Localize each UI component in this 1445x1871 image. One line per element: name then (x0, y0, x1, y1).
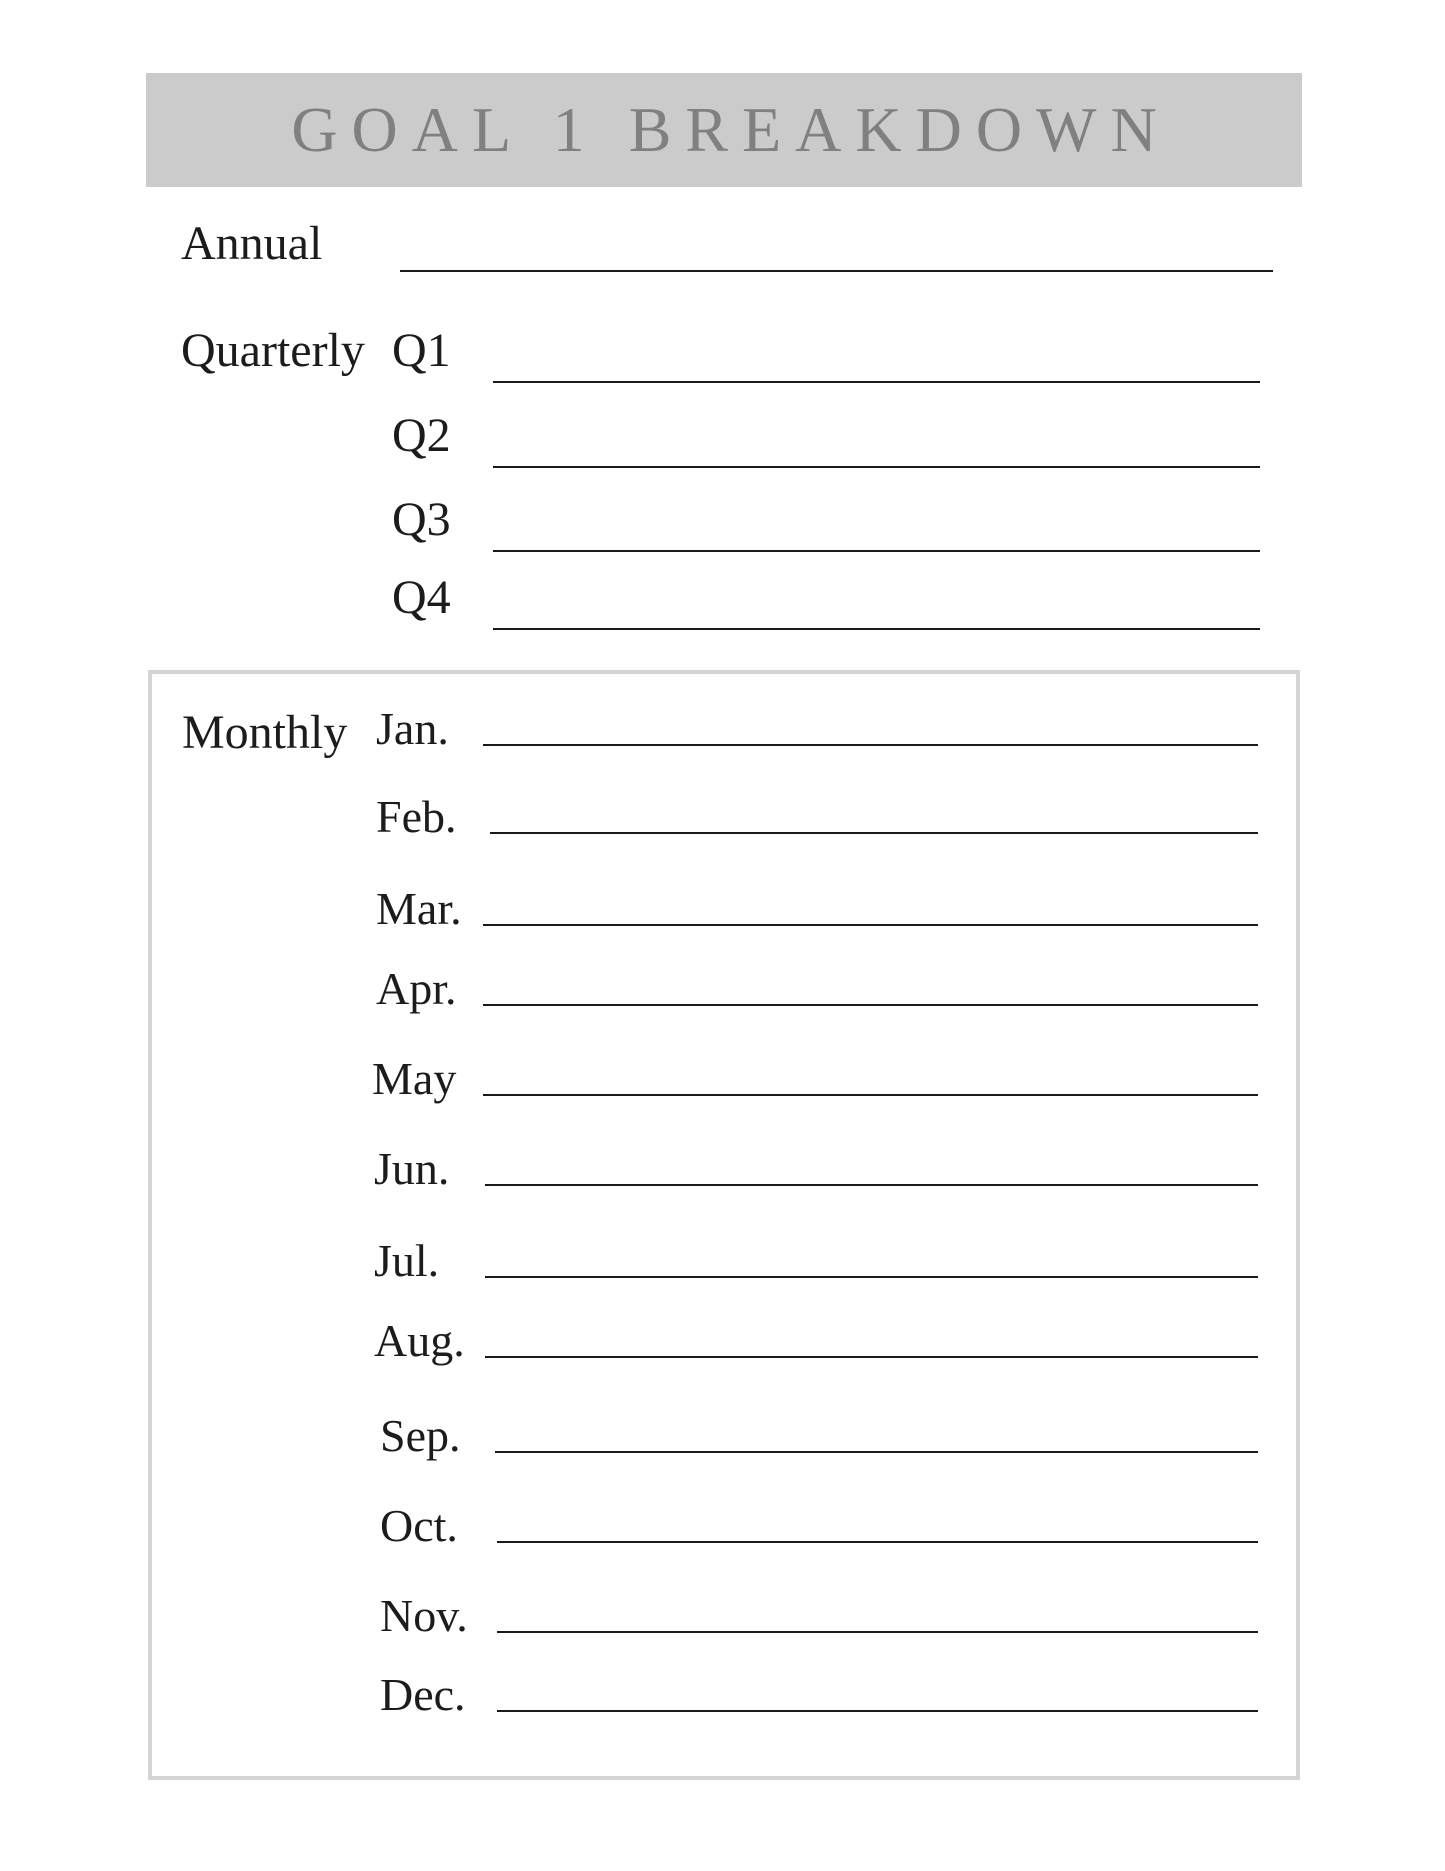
mar-input-line[interactable] (483, 924, 1258, 926)
monthly-label: Monthly (182, 706, 348, 759)
apr-input-line[interactable] (483, 1004, 1258, 1006)
monthly-box (148, 670, 1300, 1780)
quarter-q4-label: Q4 (392, 571, 451, 624)
oct-input-line[interactable] (497, 1541, 1258, 1543)
annual-label: Annual (181, 217, 323, 270)
month-jan-label: Jan. (376, 703, 449, 754)
may-input-line[interactable] (483, 1094, 1258, 1096)
month-nov-label: Nov. (380, 1590, 468, 1641)
month-may-label: May (372, 1053, 457, 1104)
month-jun-label: Jun. (374, 1143, 450, 1194)
month-aug-label: Aug. (374, 1315, 465, 1366)
quarter-q1-label: Q1 (392, 324, 451, 377)
month-sep-label: Sep. (380, 1410, 461, 1461)
q4-input-line[interactable] (493, 628, 1260, 630)
page-title: GOAL 1 BREAKDOWN (291, 94, 1171, 165)
annual-input-line[interactable] (400, 270, 1273, 272)
month-oct-label: Oct. (380, 1500, 458, 1551)
jan-input-line[interactable] (483, 744, 1258, 746)
month-dec-label: Dec. (380, 1669, 466, 1720)
month-mar-label: Mar. (376, 883, 462, 934)
q2-input-line[interactable] (493, 466, 1260, 468)
dec-input-line[interactable] (497, 1710, 1258, 1712)
quarter-q2-label: Q2 (392, 409, 451, 462)
aug-input-line[interactable] (485, 1356, 1258, 1358)
feb-input-line[interactable] (490, 832, 1258, 834)
q3-input-line[interactable] (493, 550, 1260, 552)
month-jul-label: Jul. (374, 1235, 440, 1286)
month-apr-label: Apr. (376, 963, 457, 1014)
jul-input-line[interactable] (485, 1276, 1258, 1278)
q1-input-line[interactable] (493, 381, 1260, 383)
nov-input-line[interactable] (497, 1631, 1258, 1633)
month-feb-label: Feb. (376, 791, 457, 842)
jun-input-line[interactable] (485, 1184, 1258, 1186)
goal-banner (146, 73, 1302, 187)
quarterly-label: Quarterly (181, 324, 365, 377)
sep-input-line[interactable] (495, 1451, 1258, 1453)
quarter-q3-label: Q3 (392, 493, 451, 546)
